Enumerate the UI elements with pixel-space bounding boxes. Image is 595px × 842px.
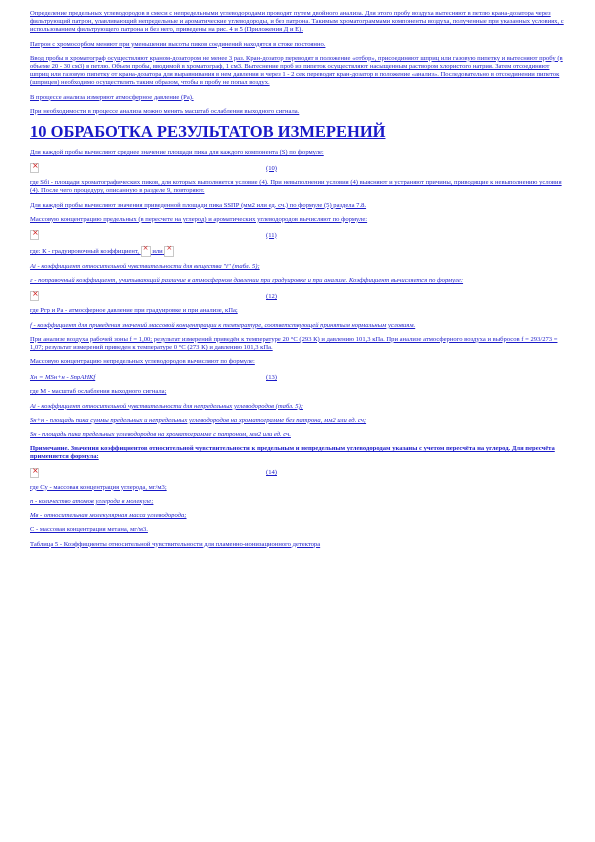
paragraph: При анализе воздуха рабочей зоны f = 1,00; результат измерений приведён к температуре 20 °C (293 К) и давлению 101,3 кПа. При анализе атмосферного воздуха и выбросов f = 293/273 = 1,07; результат измерений приведен к температуре 0 °C (273 К) и давлению 101,3 кПа.	[30, 335, 558, 352]
paragraph: где Су - массовая концентрация углерода, мг/м3;	[30, 483, 167, 491]
broken-image-icon	[30, 291, 39, 301]
paragraph: Патрон с хромосорбом меняют при уменьшении высоты пиков соединений находятся в стоке постоянно.	[30, 40, 326, 48]
paragraph: Мв - относительная молекулярная масса углеводорода;	[30, 512, 187, 520]
paragraph: f - коэффициент для приведения значений массовой концентрации к температуре, соответствующей принятым нормальным условиям.	[30, 321, 416, 329]
broken-image-icon	[30, 230, 39, 240]
paragraph: Аi - коэффициент относительной чувствительности для непредельных углеводородов (табл. 5);	[30, 402, 303, 410]
formula-row	[30, 161, 565, 175]
paragraph: В процессе анализа измеряют атмосферное давление (Pa).	[30, 93, 194, 101]
paragraph: Для каждой пробы вычисляют значения приведенной площади пика SSПР (мм2 или ед. сч.) по формуле (5) раздела 7.8.	[30, 201, 367, 209]
paragraph: Массовую концентрацию непредельных углеводородов вычисляют по формуле:	[30, 358, 255, 366]
equation-number: (12)	[266, 292, 277, 300]
broken-image-icon	[164, 246, 174, 257]
broken-image-icon	[30, 468, 39, 478]
paragraph: Для каждой пробы вычисляют среднее значение площади пика для каждого компонента (S) по формуле:	[30, 149, 324, 157]
equation-number: (13)	[266, 373, 277, 381]
section-title: 10 ОБРАБОТКА РЕЗУЛЬТАТОВ ИЗМЕРЕНИЙ	[30, 122, 386, 142]
paragraph: где М - масштаб ослабления выходного сигнала;	[30, 388, 167, 396]
paragraph: Аi - коэффициент относительной чувствительности для вещества "i" (табл. 5);	[30, 263, 260, 271]
equation-number: (10)	[266, 164, 277, 172]
formula-row	[30, 289, 565, 303]
paragraph: При необходимости в процессе анализа можно менять масштаб ослабления выходного сигнала.	[30, 107, 300, 115]
paragraph: С - массовая концентрация метана, мг/м3.	[30, 526, 148, 534]
paragraph: n - количество атомов углерода в молекуле;	[30, 497, 154, 505]
paragraph: Sн+н - площадь пика суммы предельных и непредельных углеводородов на хроматограмме без патрона, мм2 или ед. сч;	[30, 416, 367, 424]
paragraph	[30, 246, 565, 257]
equation-number: (14)	[266, 469, 277, 477]
where-text: где: К - градуировочный коэффициент,	[30, 248, 139, 256]
paragraph: где Sбi - площади хроматографических пиков, для которых выполняется условие (4). При невыполнении условия (4) выясняют и устраняют причины, приводящие к невыполнению условия (4). После чего процедуру, описанную в разделе 9, повторяют.	[30, 179, 562, 195]
broken-image-icon	[141, 246, 151, 257]
paragraph: Sн - площадь пика предельных углеводородов на хроматограмме с патроном, мм2 или ед. сч.	[30, 431, 291, 439]
formula-row	[30, 370, 565, 384]
paragraph: Массовую концентрацию предельных (в пересчете на углерод) и ароматических углеводородов вычисляют по формуле:	[30, 215, 368, 223]
paragraph: где Ргр и Ра - атмосферное давление при градуировке и при анализе, кПа;	[30, 307, 238, 315]
equation-number: (11)	[266, 231, 277, 239]
paragraph: Ввод пробы в хроматограф осуществляют краном-дозатором не менее 3 раз. Кран-дозатор переводят в положение «отбор», присоединяют шприц или газовую пипетку и вытесняют пробу (в объеме 20 - 30 см3) в петлю. Объем пробы, вводимой в хроматограф, 1 см3. Вытеснение проб из пипеток осуществляют насыщенным раствором хлористого натрия. Затем отсоединяют шприц или газовую пипетку от крана-дозатора для выравнивания в нем давления и через 1 - 2 сек переводят кран-дозатор в положение «анализ». Последовательно в отсоединении пипеток (шприцев) необходимо осуществлять таким образом, чтобы в пробу не попал воздух.	[30, 54, 563, 87]
formula-text: Хн = МSн+н - SпрАНКf	[30, 373, 96, 381]
paragraph: Определение предельных углеводородов в смеси с непредельными углеводородами проводят путем двойного анализа. Для этого пробу воздуха вытесняют в петлю крана-дозатора через фильтрующий патрон, улавливающий непредельные и ароматические углеводороды, и без патрона. Такимым хроматограммами компоненты воздуха, полученные при указанных условиях, с использованием фильтрующего патрона и без него, приведены на рис. 4 и 5 (Приложения Д и Е).	[30, 10, 564, 34]
paragraph: г - поправочный коэффициент, учитывающий различие в атмосферном давлении при градуировке и при анализе. Коэффициент вычисляется по формуле:	[30, 277, 464, 285]
paragraph: Примечание. Значения коэффициентов относительной чувствительности к предельным и непредельным углеводородам указаны с учетом пересчёта на углерод. Для пересчёта применяется формула:	[30, 445, 555, 461]
broken-image-icon	[30, 163, 39, 173]
formula-row	[30, 466, 565, 480]
table-caption: Таблица 5 - Коэффициенты относительной чувствительности для пламенно-ионизационного детектора	[30, 540, 321, 548]
formula-row	[30, 228, 565, 242]
or-text: или	[152, 248, 163, 256]
